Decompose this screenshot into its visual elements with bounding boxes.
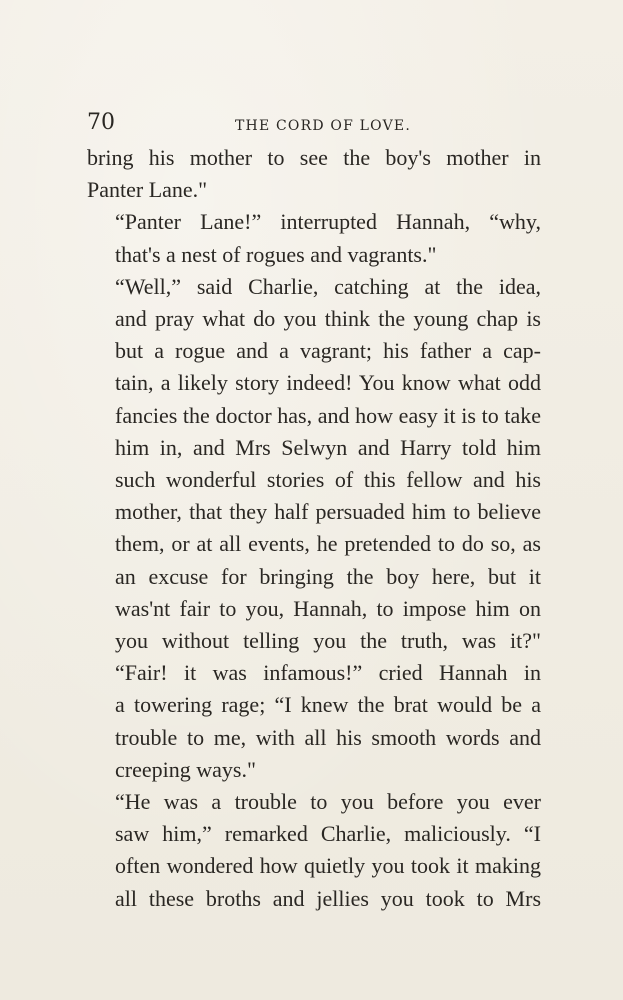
text-line: Panter Lane." [87,177,208,203]
text-line: trouble to me, with all his smooth words and [115,724,541,750]
text-line: mother, that they half persuaded him to believe [115,499,541,525]
text-line: “Fair! it was infamous!” cried Hannah in [115,660,541,686]
text-line: such wonderful stories of this fellow and his [115,467,541,493]
running-header [87,98,541,134]
text-line: fancies the doctor has, and how easy it is to take [115,402,541,428]
text-line: “Panter Lane!” interrupted Hannah, “why, [115,209,541,235]
running-title: THE CORD OF LOVE. [235,118,411,134]
text-line: creeping ways." [115,756,256,782]
text-line: saw him,” remarked Charlie, maliciously. “I [115,821,541,847]
paragraph-3 [87,271,541,657]
paragraph-1 [87,142,541,206]
body-text [87,142,541,915]
paragraph-4 [87,657,541,786]
paragraph-5 [87,786,541,915]
text-line: bring his mother to see the boy's mother in [87,145,541,170]
text-line: but a rogue and a vagrant; his father a cap- [115,338,541,364]
text-line: a towering rage; “I knew the brat would be a [115,692,541,718]
text-line: was'nt fair to you, Hannah, to impose him on [115,595,541,621]
page-number: 70 [87,110,115,135]
text-line: often wondered how quietly you took it making [115,853,541,879]
text-line: him in, and Mrs Selwyn and Harry told him [115,434,541,460]
text-line: them, or at all events, he pretended to do so, as [115,531,541,557]
text-line: you without telling you the truth, was it?" [115,628,541,654]
text-line: “He was a trouble to you before you ever [115,789,541,815]
text-line: that's a nest of rogues and vagrants." [115,241,437,267]
text-line: all these broths and jellies you took to Mrs [115,885,541,911]
paragraph-2 [87,206,541,270]
text-line: “Well,” said Charlie, catching at the idea, [115,273,541,299]
text-line: an excuse for bringing the boy here, but it [115,563,541,589]
text-line: tain, a likely story indeed! You know what odd [115,370,541,396]
text-line: and pray what do you think the young chap is [115,306,541,332]
